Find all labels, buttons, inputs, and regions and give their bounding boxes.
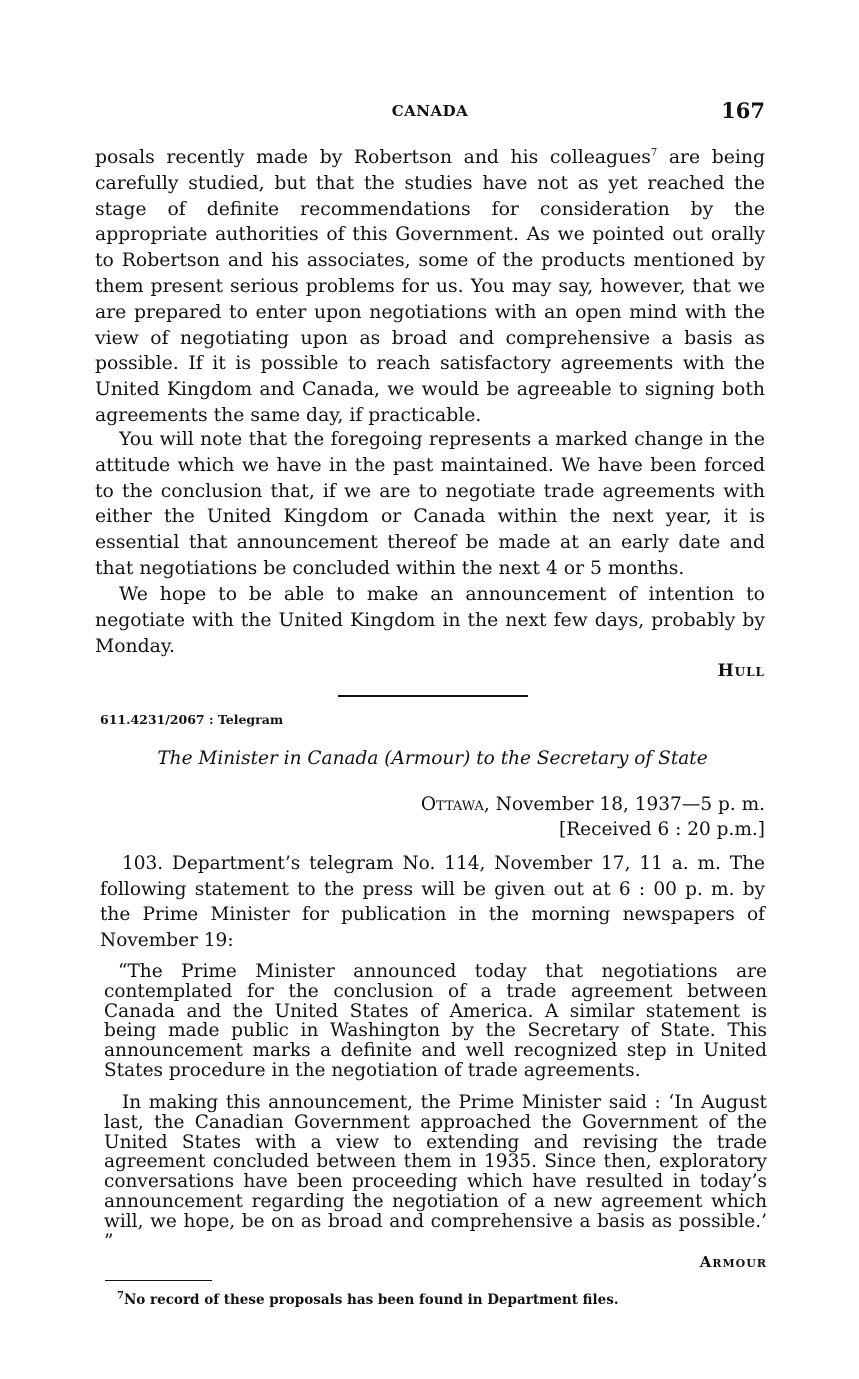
dateline-date: , November 18, 1937—5 p. m. bbox=[483, 794, 765, 815]
dateline-place: Ottawa bbox=[420, 794, 484, 815]
signature-armour: Armour bbox=[699, 1253, 767, 1271]
paragraph-text: posals recently made by Robertson and his colleagues bbox=[95, 147, 651, 168]
paragraph: You will note that the foregoing represents a marked change in the attitude which we have in the past maintained. We have been forced to the conclusion that, if we are to negotiate trade agreements with either the United Kingdom or Canada within the next year, it is essential that announcement thereof be made at an early date and that negotiations be concluded within the next 4 or 5 months. bbox=[95, 429, 765, 579]
paragraph-text: are being carefully studied, but that the studies have not as yet reached the stage of definite recommendations for consideration by the appropriate authorities of this Government. As we pointed out orally to Robertson and his associates, some of the products mentioned by them present serious problems for us. You may say, however, that we are prepared to enter upon negotiations with an open mind with the view of negotiating upon as broad and comprehensive a basis as possible. If it is possible to reach satisfactory agreements with the United Kingdom and Canada, we would be agreeable to signing both agreements the same day, if practicable. bbox=[95, 147, 765, 426]
paragraph-continuation bbox=[95, 145, 765, 429]
footnote-divider bbox=[105, 1280, 212, 1281]
telegram-paragraph: 103. Department’s telegram No. 114, November 17, 11 a. m. The following statement to the press will be given out at 6 : 00 p. m. by the Prime Minister for publication in the morning newspapers of November 19: bbox=[100, 853, 765, 951]
page-header bbox=[95, 98, 765, 128]
signature-hull: Hull bbox=[717, 661, 765, 681]
dateline bbox=[421, 792, 765, 842]
footnote bbox=[117, 1292, 619, 1308]
document-title: The Minister in Canada (Armour) to the Secretary of State bbox=[157, 748, 708, 769]
paragraph: We hope to be able to make an announcement of intention to negotiate with the United Kingdom in the next few days, probably by Monday. bbox=[95, 584, 765, 657]
file-reference: 611.4231/2067 : Telegram bbox=[100, 712, 284, 727]
section-divider bbox=[338, 695, 528, 697]
dateline-sent bbox=[421, 792, 765, 817]
footnote-reference: 7 bbox=[650, 147, 658, 159]
dateline-received: [Received 6 : 20 p.m.] bbox=[559, 819, 765, 840]
page-number: 167 bbox=[721, 98, 765, 123]
running-head: CANADA bbox=[391, 102, 469, 120]
footnote-text: No record of these proposals has been found in Department files. bbox=[123, 1292, 619, 1308]
press-statement-quote: In making this announcement, the Prime Minister said : ‘In August last, the Canadian Government approached the Government of the United States with a view to extending and revising the trade agreement concluded between them in 1935. Since then, exploratory conversations have been proceeding which have resulted in today’s announcement regarding the negotiation of a new agreement which will, we hope, be on as broad and comprehensive a basis as possible.’ ” bbox=[104, 1092, 767, 1252]
press-statement-quote: “The Prime Minister announced today that negotiations are contemplated for the conclusion of a trade agreement between Canada and the United States of America. A similar statement is being made public in Washington by the Secretary of State. This announcement marks a definite and well recognized step in United States procedure in the negotiation of trade agreements. bbox=[104, 961, 767, 1081]
footnote-marker: 7 bbox=[117, 1290, 124, 1302]
